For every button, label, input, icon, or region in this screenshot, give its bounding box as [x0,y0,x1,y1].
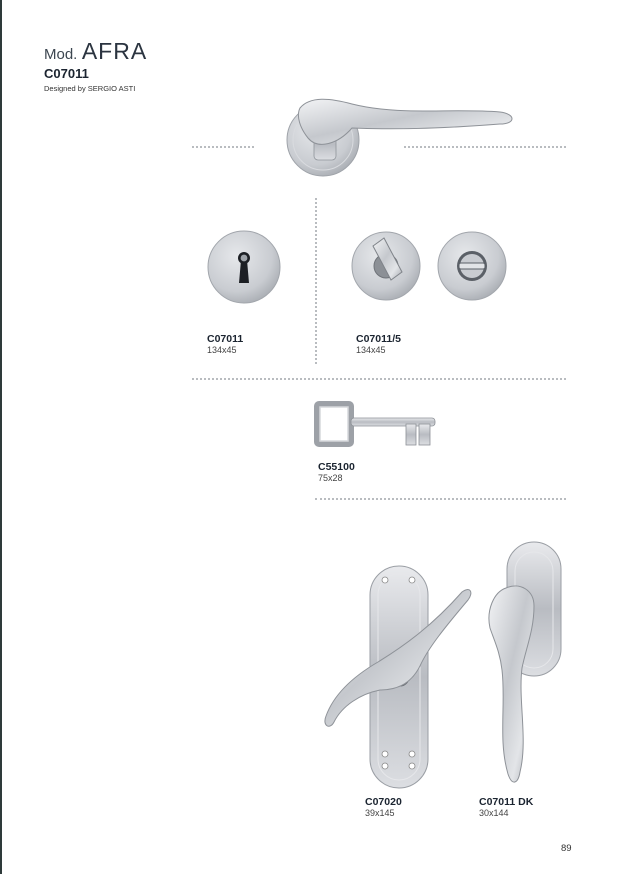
product-label [207,333,243,355]
dotted-separator-top-right [404,146,566,148]
model-name: AFRA [81,38,148,64]
key-escutcheon-image [208,231,280,303]
product-label [318,461,355,483]
dotted-separator-top-left [192,146,254,148]
page-edge-bar [0,0,2,874]
key-image [317,404,435,445]
product-code: C07011 DK [479,796,534,808]
dotted-separator-vertical [315,198,317,364]
dotted-separator-lower [315,498,566,500]
product-code: C07020 [365,796,402,808]
product-size: 39x145 [365,808,395,819]
page-number: 89 [561,843,572,854]
model-title [44,40,147,63]
product-code: C55100 [318,461,355,473]
lever-dk-image [489,542,561,782]
product-size: 75x28 [318,473,343,484]
product-code: C07011/5 [356,333,401,345]
product-label [479,796,533,818]
mod-prefix: Mod. [44,46,78,63]
privacy-indicator-image [438,232,506,300]
lever-on-backplate-image [325,566,471,788]
designer-credit: Designed by SERGIO ASTI [44,84,136,93]
dotted-separator-middle [192,378,566,380]
product-label [365,796,402,818]
product-size: 134x45 [207,345,237,356]
privacy-turn-image [352,232,420,300]
product-size: 30x144 [479,808,509,819]
model-code: C07011 [44,66,89,81]
product-size: 134x45 [356,345,386,356]
product-label [356,333,401,355]
product-code: C07011 [207,333,244,345]
lever-on-rose-image [287,99,512,176]
